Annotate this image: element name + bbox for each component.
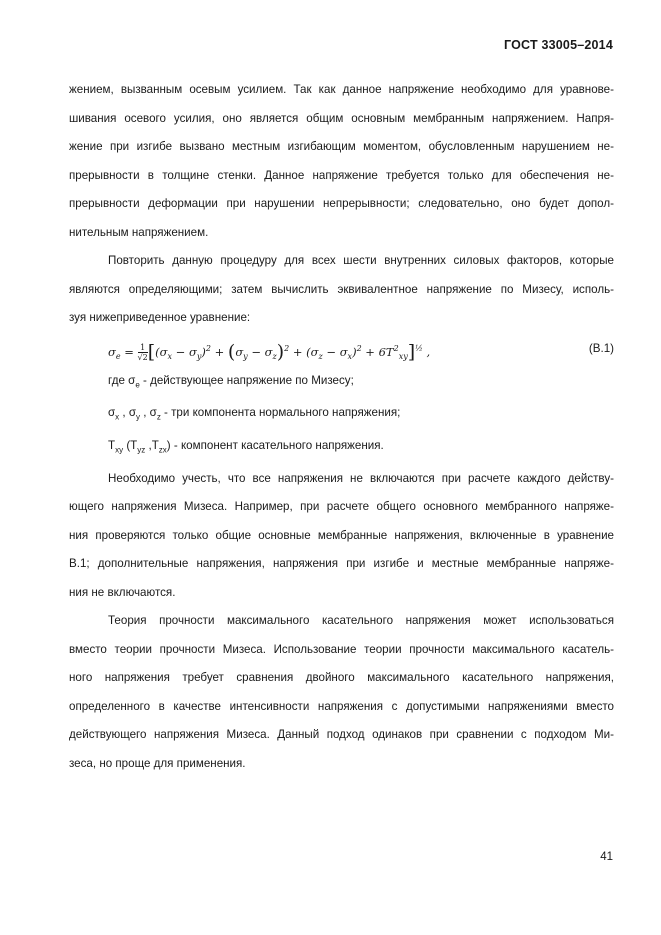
paragraph-4 bbox=[69, 607, 614, 778]
equation-number: (В.1) bbox=[588, 341, 614, 355]
text-line: зеса, но проще для применения. bbox=[69, 756, 246, 770]
paragraph-2 bbox=[69, 247, 614, 333]
page-number: 41 bbox=[600, 851, 613, 863]
equation-b1 bbox=[69, 331, 614, 367]
text-line: вместо теории прочности Мизеса. Использование теории прочности максимального касатель- bbox=[69, 642, 614, 656]
text-line: жением, вызванным осевым усилием. Так как данное напряжение необходимо для уравнове- bbox=[69, 83, 614, 96]
text-line: шивания осевого усилия, оно является общим основным мембранным напряжением. Напря- bbox=[69, 111, 614, 125]
definition-sigma-e: где $\sigma_e$ - действующее напряжение по Мизесу; bbox=[108, 373, 354, 389]
text-line: жение при изгибе вызвано местным изгибающим моментом, обусловленным нарушением не- bbox=[69, 140, 614, 153]
text-line: ющего напряжения Мизеса. Например, при расчете общего основного мембранного напряже- bbox=[69, 500, 614, 514]
text-line: ного напряжения требует сравнения двойного максимального касательного напряжения, bbox=[69, 671, 614, 685]
paragraph-1 bbox=[69, 76, 614, 247]
text-line: действующего напряжения Мизеса. Данный подход одинаков при сравнении с подходом Ми- bbox=[69, 728, 614, 742]
text-line: являются определяющими; затем вычислить эквивалентное напряжение по Мизесу, исполь- bbox=[69, 282, 614, 296]
text-line: ния проверяются только общие основные мембранные напряжения, включенные в уравнение bbox=[69, 528, 614, 542]
paragraph-3 bbox=[69, 465, 614, 608]
text-line: В.1; дополнительные напряжения, напряжения при изгибе и местные мембранные напряже- bbox=[69, 557, 614, 571]
text-line: Повторить данную процедуру для всех шести внутренних силовых факторов, которые bbox=[108, 254, 614, 267]
text-line: нительным напряжением. bbox=[69, 225, 209, 239]
text-line: прерывности деформации при нарушении непрерывности; следовательно, оно будет допол- bbox=[69, 197, 614, 210]
document-header: ГОСТ 33005–2014 bbox=[504, 38, 613, 52]
text-line: прерывности в толщине стенки. Данное напряжение требуется только для обеспечения не- bbox=[69, 168, 614, 182]
text-line: ния не включаются. bbox=[69, 585, 176, 599]
definition-tau: $T_{xy}$ ($T_{yz}$ $,T_{zx}$) - компонент касательного напряжения. bbox=[108, 439, 384, 455]
text-line: Необходимо учесть, что все напряжения не включаются при расчете каждого действу- bbox=[108, 471, 614, 485]
definition-sigma-components: $\sigma_x$ , $\sigma_y$ , $\sigma_z$ - три компонента нормального напряжения; bbox=[108, 406, 401, 422]
text-line: определенного в качестве интенсивности напряжения с допустимыми напряжениями вместо bbox=[69, 699, 614, 713]
von-mises-formula: $\sigma_e$ = $\frac{1}{√2}$ $[(\sigma_x - \sigma_y)^2 + (\sigma_y - \sigma_z)^2 + (\sigma_z - \sigma_x)^2 + 6T^2_{xy}]^{\frac{1}{2}}$ , bbox=[108, 340, 431, 363]
definitions bbox=[69, 367, 614, 465]
page-body bbox=[69, 76, 614, 778]
text-line: зуя нижеприведенное уравнение: bbox=[69, 311, 251, 324]
text-line: Теория прочности максимального касательного напряжения может использоваться bbox=[108, 614, 614, 628]
